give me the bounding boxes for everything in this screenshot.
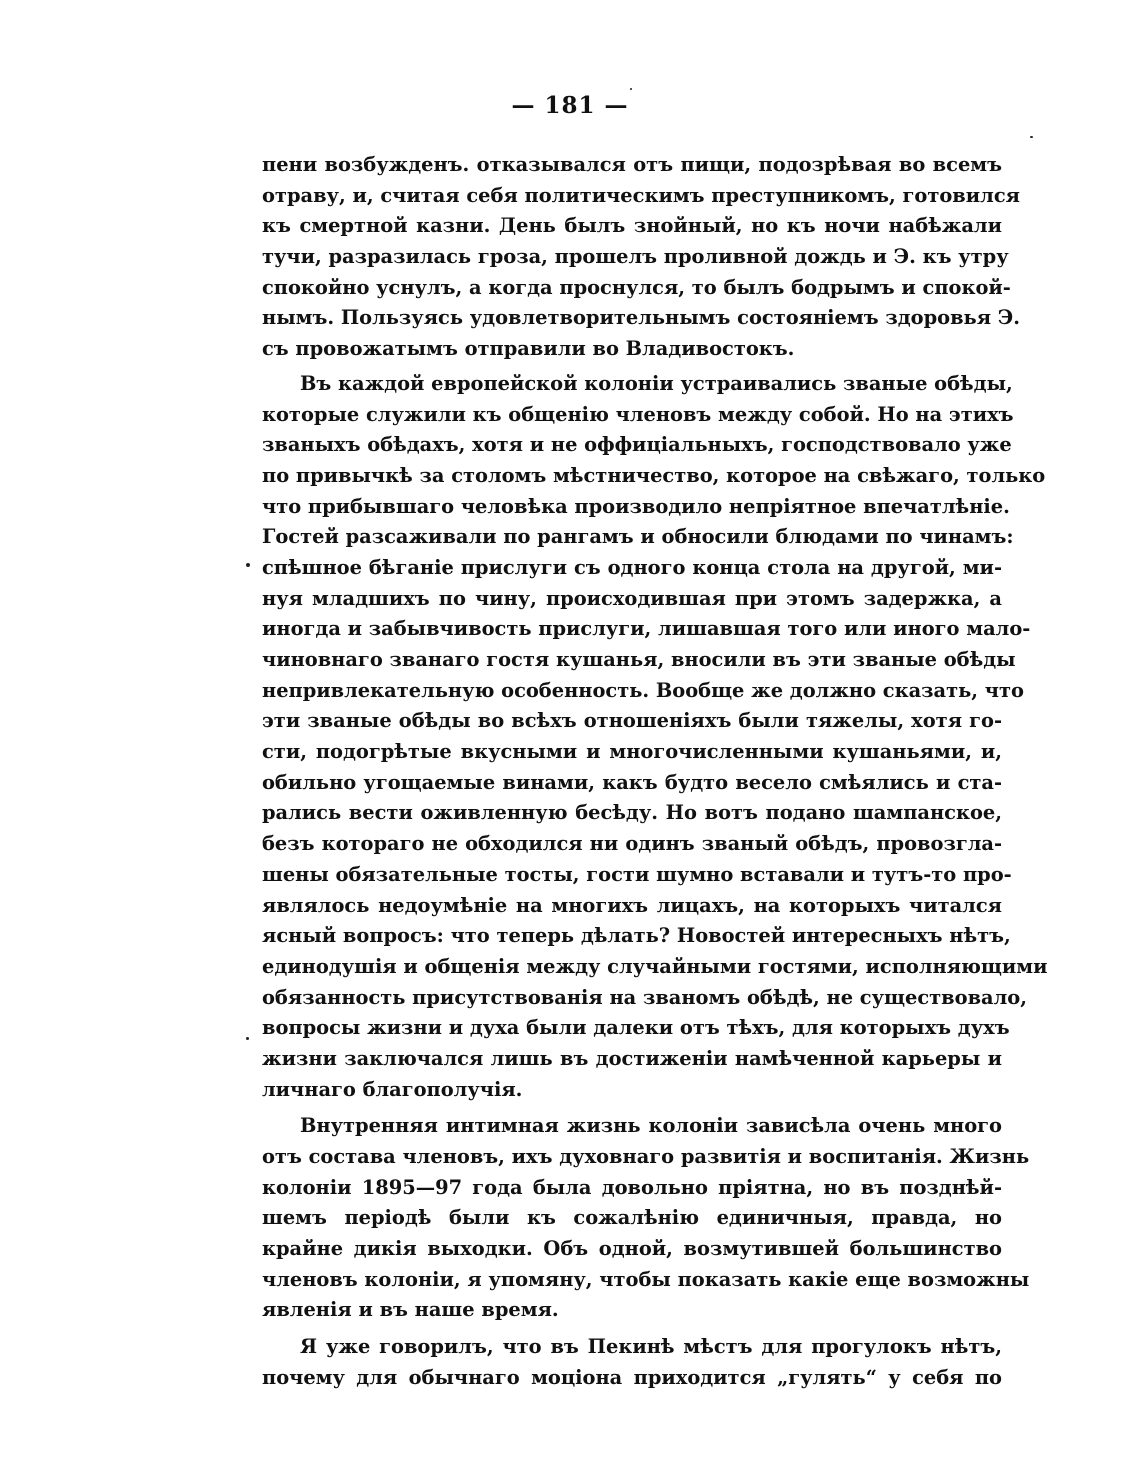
text-line: званыхъ обѣдахъ, хотя и не оффиціальныхъ, господствовало уже: [262, 433, 1012, 457]
text-line: нуя младшихъ по чину, происходившая при этомъ задержка, а: [262, 586, 1002, 610]
text-line: безъ котораго не обходился ни одинъ званый обѣдъ, провозгла-: [262, 832, 1002, 856]
text-line: почему для обычнаго моціона приходится „гулять“ у себя по: [262, 1365, 1002, 1389]
text-line: по привычкѣ за столомъ мѣстничество, которое на свѣжаго, только: [262, 463, 1046, 487]
paragraph: [262, 150, 1020, 365]
scan-speck: [1030, 136, 1033, 138]
text-line: иногда и забывчивость прислуги, лишавшая того или иного мало-: [262, 617, 1031, 641]
text-line: единодушія и общенія между случайными гостями, исполняющими: [262, 954, 1048, 978]
text-line: вопросы жизни и духа были далеки отъ тѣхъ, для которыхъ духъ: [262, 1016, 1010, 1040]
paragraph: [262, 1332, 1002, 1393]
paragraph: [262, 369, 1048, 1106]
scan-speck: [630, 88, 632, 90]
text-line: рались вести оживленную бесѣду. Но вотъ подано шампанское,: [262, 801, 1002, 825]
scan-speck: [246, 1037, 249, 1040]
text-line: тучи, разразилась гроза, прошелъ проливной дождь и Э. къ утру: [262, 245, 1009, 269]
text-line: отъ состава членовъ, ихъ духовнаго развитія и воспитанія. Жизнь: [262, 1145, 1030, 1168]
text-line: что прибывшаго человѣка производило непріятное впечатлѣніе.: [262, 494, 1010, 518]
text-line: шены обязательные тосты, гости шумно вставали и тутъ-то про-: [262, 862, 1012, 886]
text-line: съ провожатымъ отправили во Владивостокъ.: [262, 337, 795, 361]
text-line: Я уже говорилъ, что въ Пекинѣ мѣстъ для прогулокъ нѣтъ,: [300, 1335, 1002, 1359]
text-line: обязанность присутствованія на званомъ обѣдѣ, не существовало,: [262, 985, 1027, 1009]
text-line: Въ каждой европейской колоніи устраивались званые обѣды,: [300, 371, 1013, 395]
text-line: личнаго благополучія.: [262, 1077, 523, 1101]
text-line: непривлекательную особенность. Вообще же должно сказать, что: [262, 678, 1024, 702]
text-line: чиновнаго званаго гостя кушанья, вносили въ эти званые обѣды: [262, 648, 1016, 671]
text-line: членовъ колоніи, я упомяну, чтобы показать какіе еще возможны: [262, 1267, 1030, 1291]
text-line: жизни заключался лишь въ достиженіи намѣченной карьеры и: [262, 1046, 1002, 1070]
text-line: нымъ. Пользуясь удовлетворительнымъ состояніемъ здоровья Э.: [262, 306, 1020, 330]
text-line: пени возбужденъ. отказывался отъ пищи, подозрѣвая во всемъ: [262, 153, 1002, 176]
text-line: отраву, и, считая себя политическимъ преступникомъ, готовился: [262, 183, 1020, 207]
text-line: ясный вопросъ: что теперь дѣлать? Новостей интересныхъ нѣтъ,: [262, 924, 1011, 948]
paragraph: [262, 1111, 1030, 1326]
text-line: спѣшное бѣганіе прислуги съ одного конца стола на другой, ми-: [262, 555, 1002, 579]
text-line: спокойно уснулъ, а когда проснулся, то былъ бодрымъ и спокой-: [262, 275, 1011, 299]
text-line: являлось недоумѣніе на многихъ лицахъ, на которыхъ читался: [262, 893, 1002, 917]
text-line: Внутренняя интимная жизнь колоніи зависѣла очень много: [300, 1114, 1002, 1138]
text-line: явленія и въ наше время.: [262, 1298, 559, 1322]
body-text: [262, 150, 1048, 1394]
text-line: крайне дикія выходки. Объ одной, возмутившей большинство: [262, 1237, 1002, 1261]
scan-speck: [246, 563, 250, 567]
text-line: къ смертной казни. День былъ знойный, но къ ночи набѣжали: [262, 214, 1002, 238]
page-number: — 181 —: [511, 92, 629, 119]
text-line: которые служили къ общенію членовъ между собой. Но на этихъ: [262, 402, 1014, 426]
text-line: сти, подогрѣтые вкусными и многочисленными кушаньями, и,: [262, 740, 1002, 764]
text-line: эти званые обѣды во всѣхъ отношеніяхъ были тяжелы, хотя го-: [262, 709, 1002, 733]
text-line: шемъ періодѣ были къ сожалѣнію единичныя, правда, но: [262, 1206, 1002, 1230]
text-line: Гостей разсаживали по рангамъ и обносили блюдами по чинамъ:: [262, 525, 1014, 549]
text-line: колоніи 1895—97 года была довольно пріятна, но въ позднѣй-: [262, 1175, 1002, 1199]
text-line: обильно угощаемые винами, какъ будто весело смѣялись и ста-: [262, 770, 1002, 794]
